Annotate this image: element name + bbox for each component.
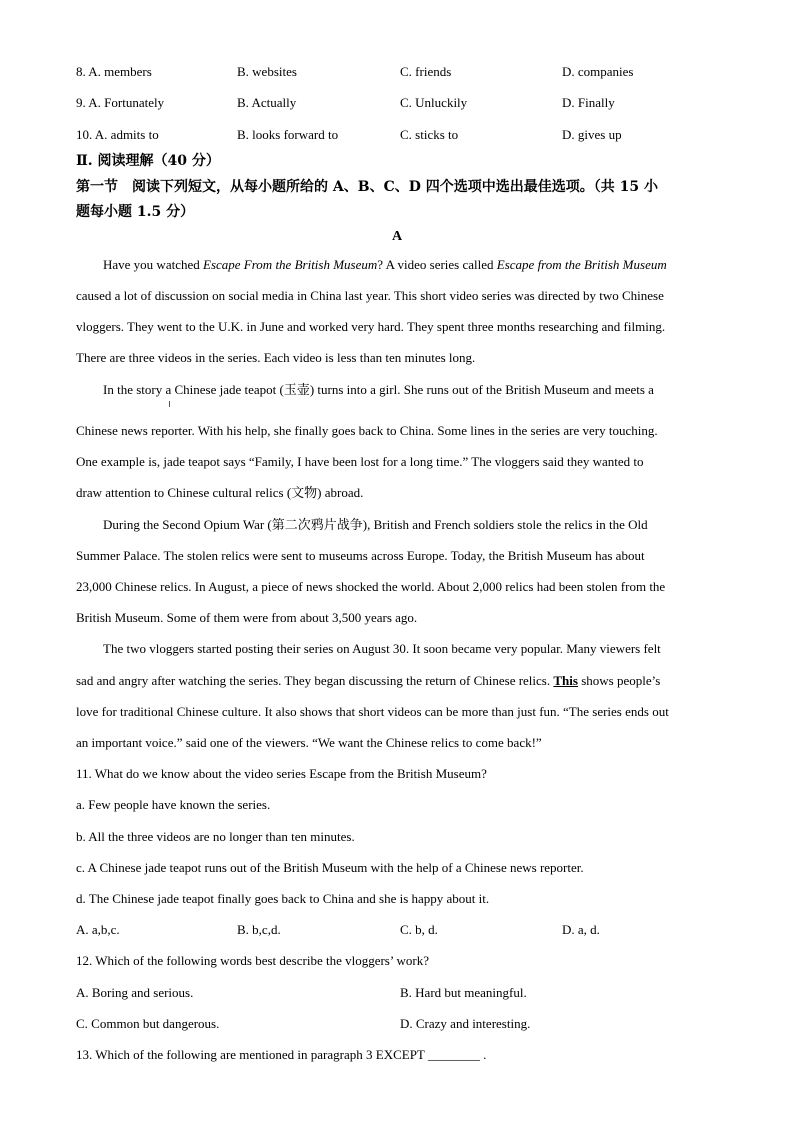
question-11-statement-d: d. The Chinese jade teapot finally goes back to China and she is happy about it. — [76, 891, 490, 906]
paragraph-2-line-3: One example is, jade teapot says “Family, I have been lost for a long time.” The vloggers said they wanted to — [76, 454, 644, 469]
option-c: C. b, d. — [400, 922, 438, 937]
paragraph-4-line-4: an important voice.” said one of the viewers. “We want the Chinese relics to come back!” — [76, 735, 542, 750]
option-b: B. looks forward to — [237, 127, 339, 142]
option-a: A. a,b,c. — [76, 922, 120, 937]
question-9-options — [0, 95, 794, 111]
question-13-stem: 13. Which of the following are mentioned in paragraph 3 EXCEPT ________ . — [76, 1047, 487, 1062]
paragraph-3-line-3: 23,000 Chinese relics. In August, a piece of news shocked the world. About 2,000 relics had been stolen from the — [76, 579, 666, 594]
paragraph-1-line-4: There are three videos in the series. Each video is less than ten minutes long. — [76, 350, 476, 365]
option-b: B. b,c,d. — [237, 922, 281, 937]
option-c: C. Unluckily — [400, 95, 468, 110]
question-10-options — [0, 127, 794, 143]
option-d: D. gives up — [562, 127, 622, 142]
option-d: D. Finally — [562, 95, 615, 110]
option-b: B. Hard but meaningful. — [400, 985, 527, 1000]
text: sad and angry after watching the series. They began discussing the return of Chinese relics. — [76, 673, 554, 688]
option-a: 10. A. admits to — [76, 127, 159, 142]
option-d: D. a, d. — [562, 922, 600, 937]
option-a: 8. A. members — [76, 64, 152, 79]
paragraph-2-line-4: draw attention to Chinese cultural relics (文物) abroad. — [76, 485, 364, 500]
paragraph-3-line-1: During the Second Opium War (第二次鸦片战争), British and French soldiers stole the relics in the Old — [103, 517, 648, 532]
option-c: C. friends — [400, 64, 452, 79]
question-11-statement-b: b. All the three videos are no longer than ten minutes. — [76, 829, 355, 844]
question-11-statement-c: c. A Chinese jade teapot runs out of the British Museum with the help of a Chinese news reporter. — [76, 860, 584, 875]
option-b: B. websites — [237, 64, 297, 79]
paragraph-4-line-1: The two vloggers started posting their series on August 30. It soon became very popular. Many viewers felt — [103, 641, 661, 656]
question-12-stem: 12. Which of the following words best describe the vloggers’ work? — [76, 953, 429, 968]
option-d: D. companies — [562, 64, 634, 79]
question-11-statement-a: a. Few people have known the series. — [76, 797, 271, 812]
paragraph-3-line-4: British Museum. Some of them were from about 3,500 years ago. — [76, 610, 418, 625]
question-8-options — [0, 64, 794, 80]
paragraph-3-line-2: Summer Palace. The stolen relics were sent to museums across Europe. Today, the British Museum has about — [76, 548, 645, 563]
paragraph-4-line-3: love for traditional Chinese culture. It also shows that short videos can be more than just fun. “The series ends out — [76, 704, 669, 719]
passage-label: A — [391, 229, 403, 244]
option-c: C. Common but dangerous. — [76, 1016, 220, 1031]
text: ? A video series called — [377, 257, 497, 272]
option-d: D. Crazy and interesting. — [400, 1016, 531, 1031]
question-11-stem: 11. What do we know about the video series Escape from the British Museum? — [76, 766, 487, 781]
text: Have you watched — [103, 257, 203, 272]
paragraph-4-line-2 — [76, 673, 660, 689]
text: shows people’s — [577, 673, 661, 688]
underlined-word: This — [553, 673, 578, 688]
stray-mark — [169, 401, 170, 407]
section-title: Ⅱ. 阅读理解（40 分） — [76, 153, 220, 169]
question-12-options-row-2 — [0, 1016, 794, 1032]
paragraph-2-line-2: Chinese news reporter. With his help, she finally goes back to China. Some lines in the series are very touching. — [76, 423, 658, 438]
paragraph-1-line-1 — [103, 257, 667, 273]
paragraph-2-line-1: In the story a Chinese jade teapot (玉壶) turns into a girl. She runs out of the British Museum and meets a — [103, 382, 654, 397]
option-a: A. Boring and serious. — [76, 985, 194, 1000]
section-instruction-line-2: 题每小题 1.5 分） — [76, 204, 195, 220]
title-italic: Escape from the British Museum — [496, 257, 667, 272]
option-c: C. sticks to — [400, 127, 459, 142]
paragraph-1-line-2: caused a lot of discussion on social media in China last year. This short video series was directed by two Chinese — [76, 288, 664, 303]
option-a: 9. A. Fortunately — [76, 95, 165, 110]
option-b: B. Actually — [237, 95, 297, 110]
paragraph-1-line-3: vloggers. They went to the U.K. in June and worked very hard. They spent three months researching and filming. — [76, 319, 666, 334]
section-instruction-line-1: 第一节 阅读下列短文，从每小题所给的 A、B、C、D 四个选项中选出最佳选项。（共 15 小 — [76, 179, 658, 195]
title-italic: Escape From the British Museum — [203, 257, 378, 272]
question-12-options-row-1 — [0, 985, 794, 1001]
question-11-options — [0, 922, 794, 938]
